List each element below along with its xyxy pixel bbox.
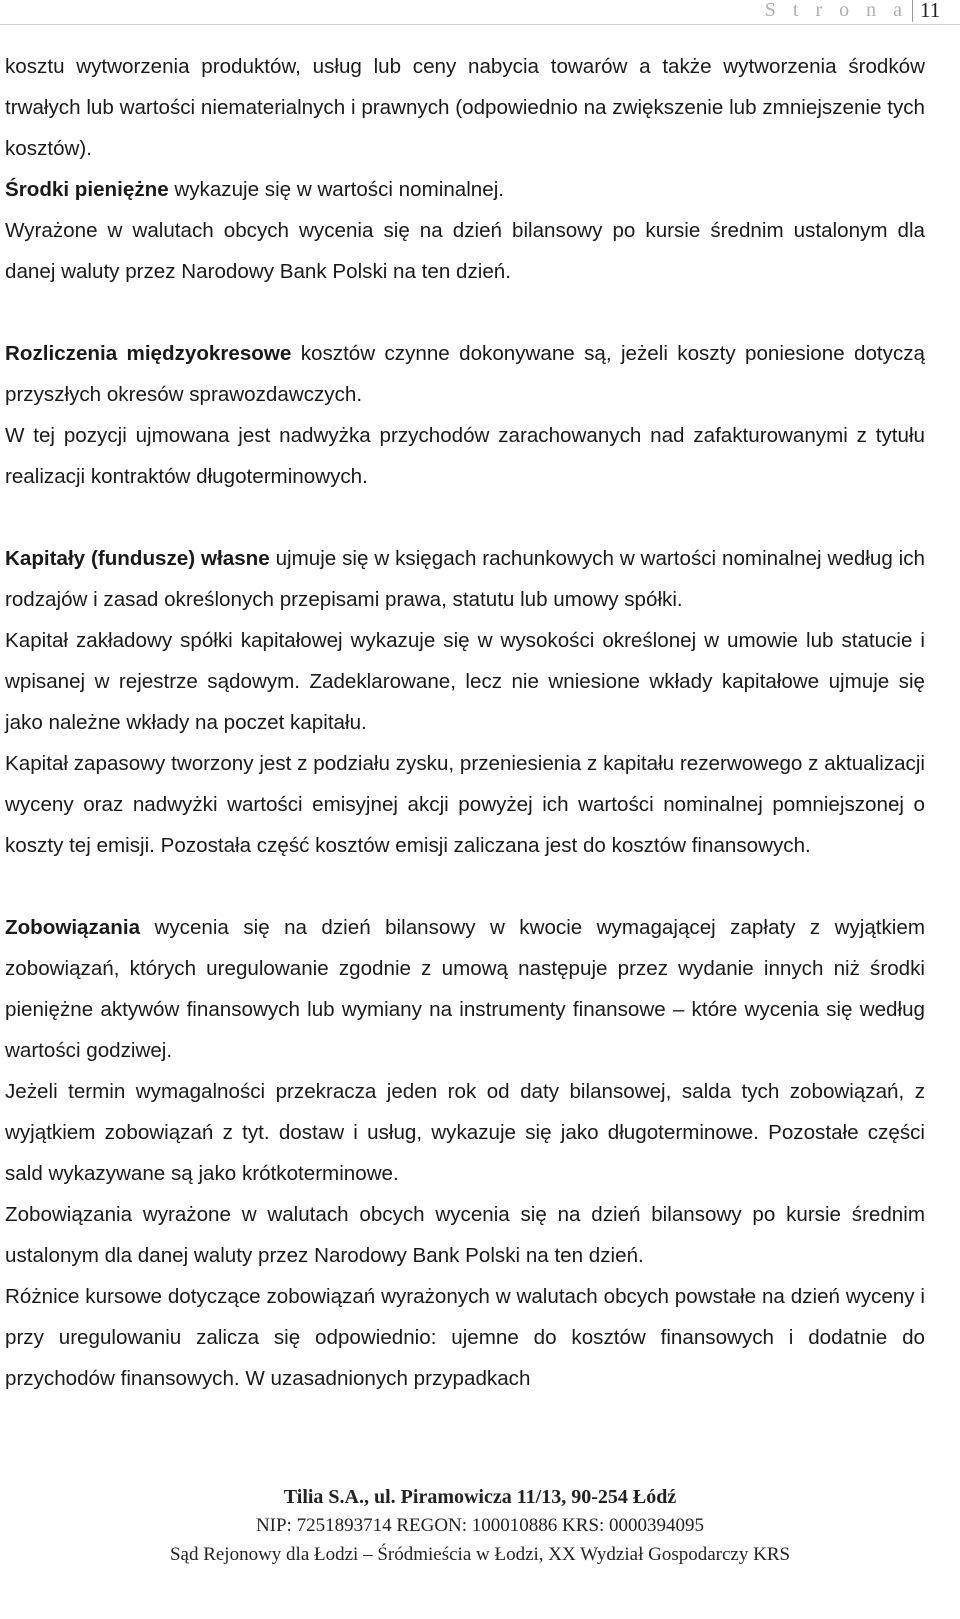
- paragraph: [5, 1071, 925, 1194]
- paragraph-text: Zobowiązania wyrażone w walutach obcych wycenia się na dzień bilansowy po kursie średnim ustalonym dla danej waluty przez Narodowy Bank Polski na ten dzień.: [5, 1203, 925, 1267]
- paragraph-text: Kapitał zapasowy tworzony jest z podziału zysku, przeniesienia z kapitału rezerwowego z aktualizacji wyceny oraz nadwyżki wartości emisyjnej akcji powyżej ich wartości nominalnej pomniejszonej o koszty tej emisji. Pozostała część kosztów emisji zaliczana jest do kosztów finansowych.: [5, 752, 925, 857]
- paragraph: [5, 210, 925, 292]
- footer-registration-numbers: NIP: 7251893714 REGON: 100010886 KRS: 0000394095: [255, 1515, 705, 1536]
- page-label: S t r o n a: [764, 0, 908, 21]
- document-body: [5, 46, 925, 1399]
- paragraph-heading: Zobowiązania: [5, 916, 141, 939]
- paragraph-text: Wyrażone w walutach obcych wycenia się na dzień bilansowy po kursie średnim ustalonym dla danej waluty przez Narodowy Bank Polski na ten dzień.: [5, 219, 925, 283]
- paragraph-text: kosztów czynne dokonywane są, jeżeli koszty poniesione dotyczą przyszłych okresów sprawozdawczych.: [5, 342, 925, 406]
- paragraph: [5, 415, 925, 497]
- header-separator: [912, 0, 913, 22]
- paragraph: [5, 169, 925, 210]
- page-footer: [0, 1482, 960, 1570]
- paragraph: [5, 743, 925, 866]
- paragraph-heading: Kapitały (fundusze) własne: [5, 547, 270, 570]
- paragraph: [5, 1194, 925, 1276]
- paragraph-text: kosztu wytworzenia produktów, usług lub ceny nabycia towarów a także wytworzenia środków trwałych lub wartości niematerialnych i prawnych (odpowiednio na zwiększenie lub zmniejszenie tych kosztów).: [5, 55, 925, 160]
- paragraph-text: Kapitał zakładowy spółki kapitałowej wykazuje się w wysokości określonej w umowie lub statucie i wpisanej w rejestrze sądowym. Zadeklarowane, lecz nie wniesione wkłady kapitałowe ujmuje się jako należne wkłady na poczet kapitału.: [5, 629, 925, 734]
- paragraph-text: W tej pozycji ujmowana jest nadwyżka przychodów zarachowanych nad zafakturowanymi z tytułu realizacji kontraktów długoterminowych.: [5, 424, 925, 488]
- paragraph: [5, 1276, 925, 1399]
- paragraph-text: wycenia się na dzień bilansowy w kwocie wymagającej zapłaty z wyjątkiem zobowiązań, których uregulowanie zgodnie z umową następuje przez wydanie innych niż środki pieniężne aktywów finansowych lub wymiany na instrumenty finansowe – które wycenia się według wartości godziwej.: [5, 916, 925, 1062]
- paragraph-gap: [5, 866, 925, 907]
- paragraph-text: ujmuje się w księgach rachunkowych w wartości nominalnej według ich rodzajów i zasad określonych przepisami prawa, statutu lub umowy spółki.: [5, 547, 925, 611]
- paragraph-heading: Środki pieniężne: [5, 178, 169, 201]
- paragraph: [5, 620, 925, 743]
- footer-court-info: Sąd Rejonowy dla Łodzi – Śródmieścia w Łodzi, XX Wydział Gospodarczy KRS: [169, 1544, 791, 1565]
- paragraph-heading: Rozliczenia międzyokresowe: [5, 342, 292, 365]
- paragraph-gap: [5, 497, 925, 538]
- paragraph: [5, 46, 925, 169]
- paragraph-text: Różnice kursowe dotyczące zobowiązań wyrażonych w walutach obcych powstałe na dzień wyceny i przy uregulowaniu zalicza się odpowiednio: ujemne do kosztów finansowych i dodatnie do przychodów finansowych. W uzasadnionych przypadkach: [5, 1285, 925, 1390]
- paragraph: [5, 538, 925, 620]
- paragraph-gap: [5, 292, 925, 333]
- page-number: 11: [920, 0, 941, 22]
- paragraph-text: wykazuje się w wartości nominalnej.: [168, 178, 505, 201]
- page-header: [0, 0, 960, 25]
- paragraph: [5, 333, 925, 415]
- footer-company-address: Tilia S.A., ul. Piramowicza 11/13, 90-254 Łódź: [283, 1486, 677, 1508]
- paragraph-text: Jeżeli termin wymagalności przekracza jeden rok od daty bilansowej, salda tych zobowiązań, z wyjątkiem zobowiązań z tyt. dostaw i usług, wykazuje się jako długoterminowe. Pozostałe części sald wykazywane są jako krótkoterminowe.: [5, 1080, 925, 1185]
- paragraph: [5, 907, 925, 1071]
